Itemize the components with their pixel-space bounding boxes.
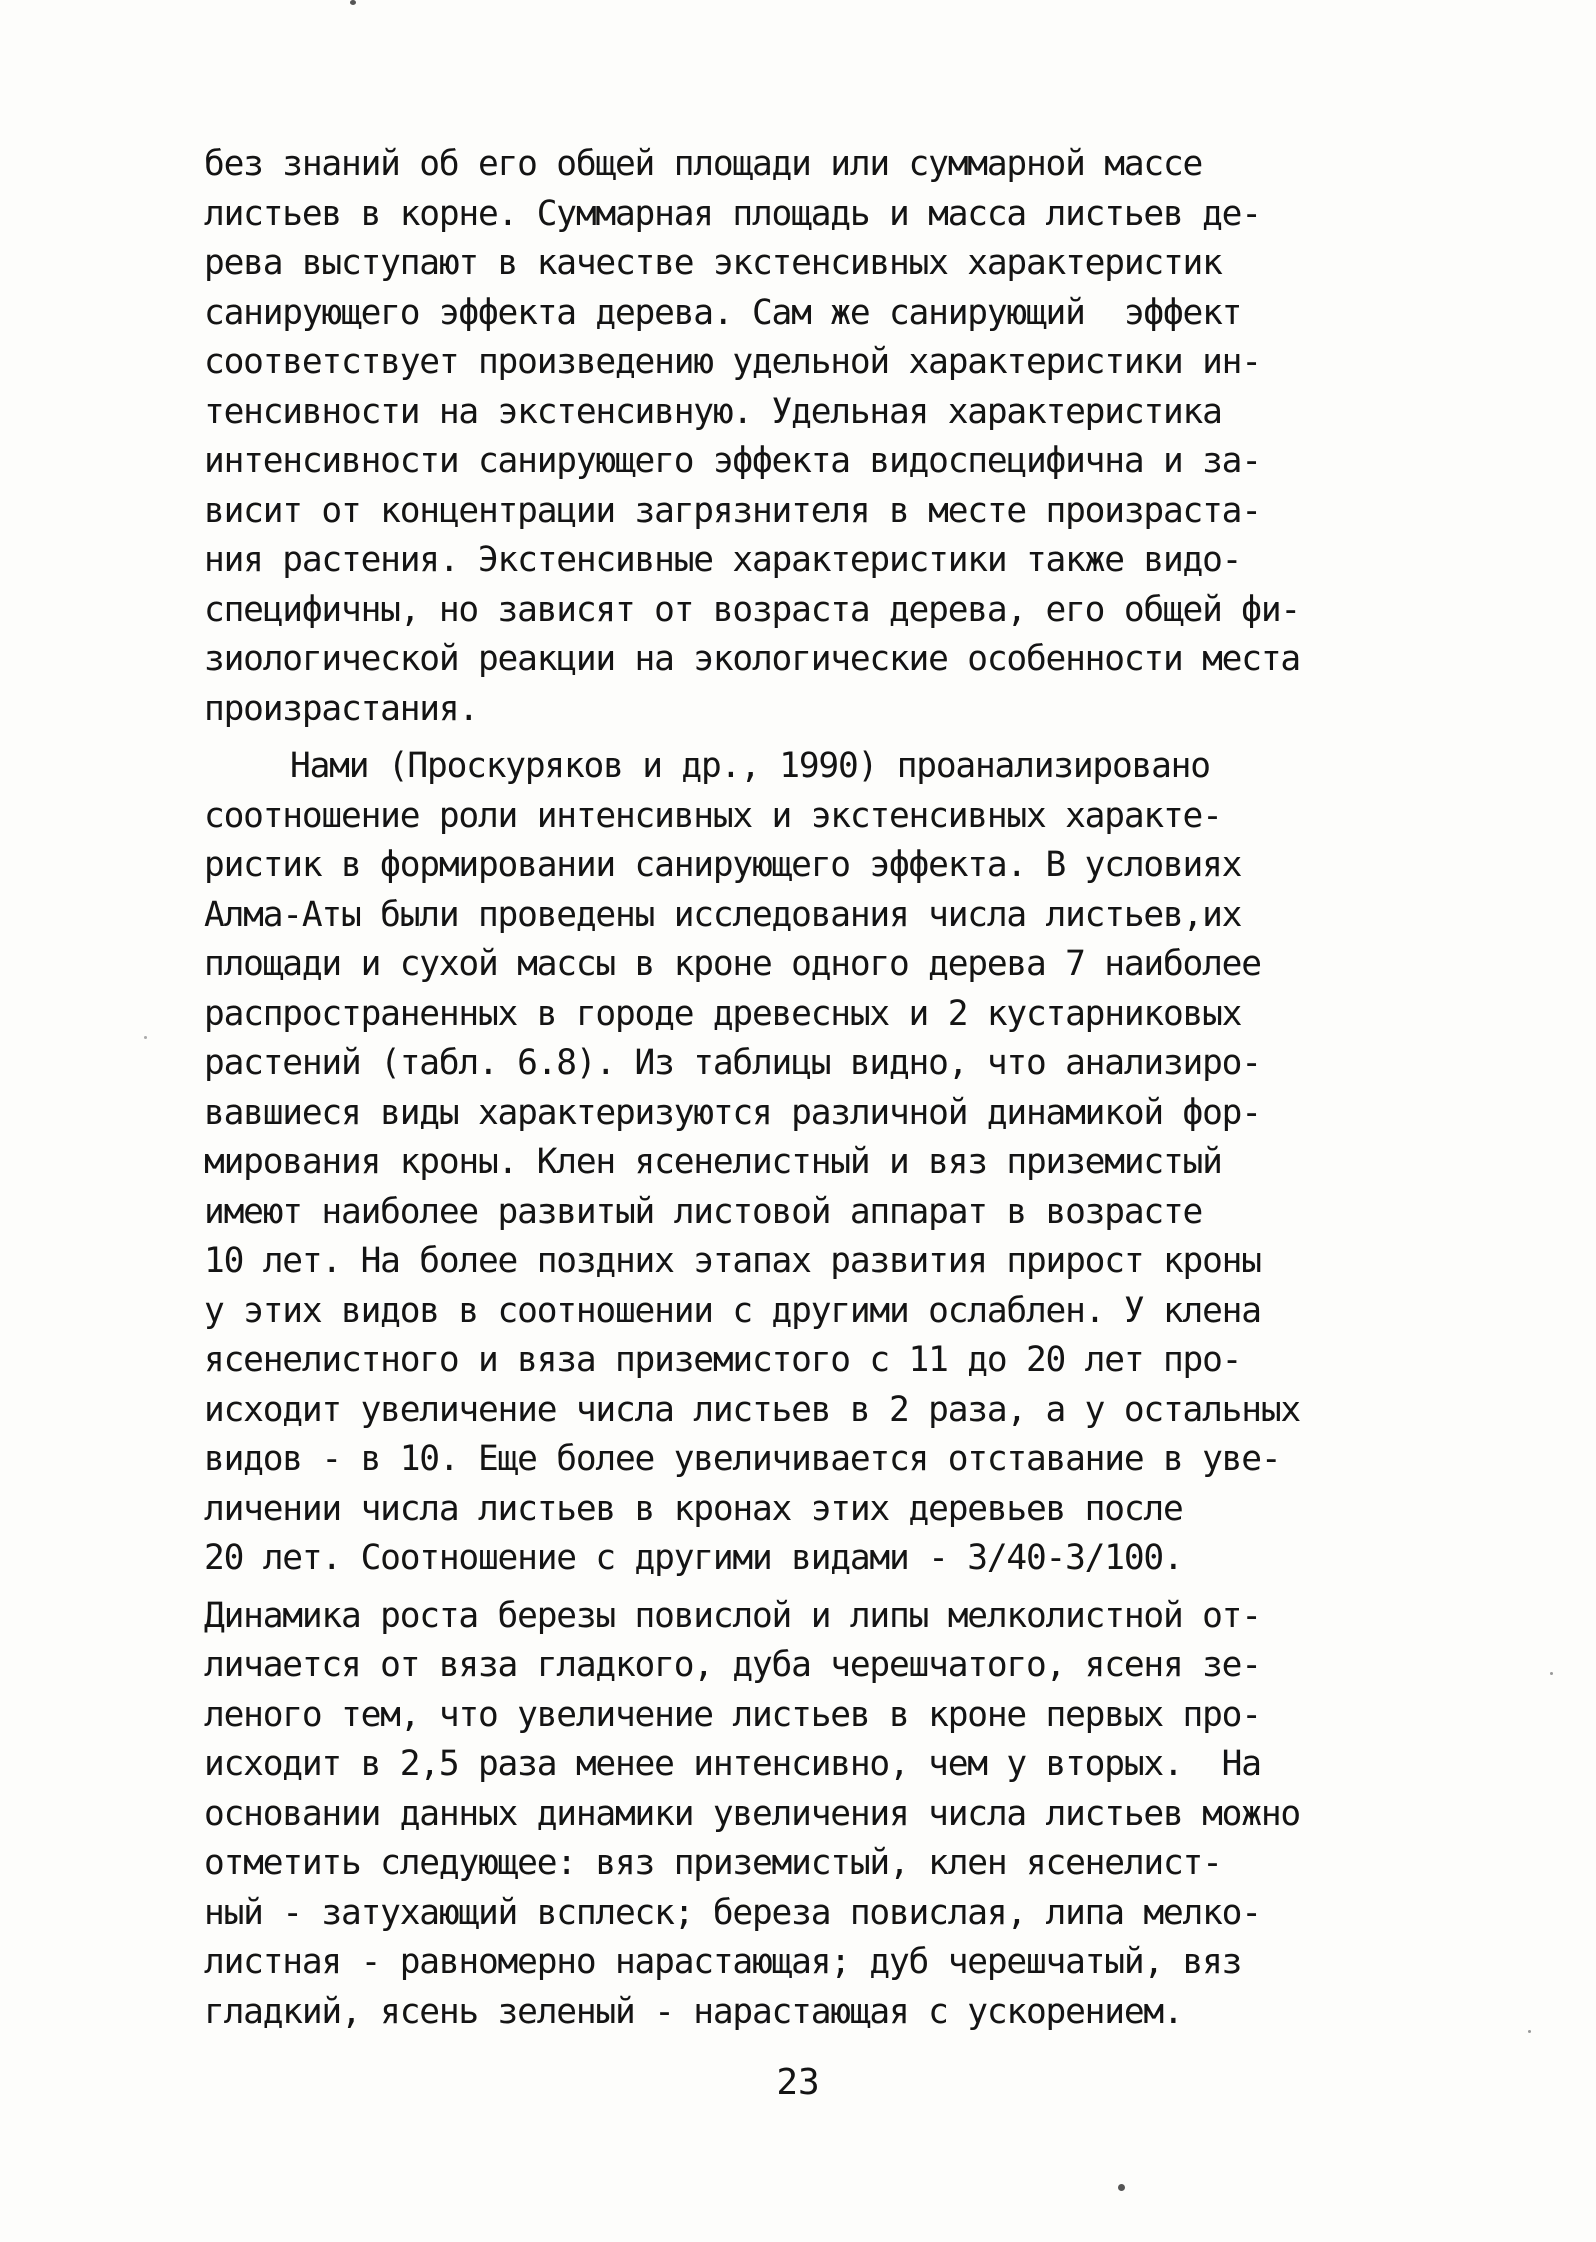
- text-line: личении числа листьев в кронах этих деревьев после: [204, 1488, 1183, 1529]
- text-line: ный - затухающий всплеск; береза повислая, липа мелко-: [204, 1892, 1261, 1933]
- text-line: Нами (Проскуряков и др., 1990) проанализировано: [290, 746, 1210, 786]
- text-line: листная - равномерно нарастающая; дуб черешчатый, вяз: [204, 1942, 1242, 1982]
- text-line: рева выступают в качестве экстенсивных характеристик: [204, 243, 1222, 283]
- text-line: санирующего эффекта дерева. Сам же санирующий эффект: [204, 292, 1242, 333]
- text-line: произрастания.: [204, 688, 478, 729]
- scan-speck: [1550, 1672, 1553, 1675]
- paragraph-3: [204, 1592, 1494, 2038]
- text-line: отметить следующее: вяз приземистый, клен ясенелист-: [204, 1843, 1222, 1883]
- paragraph-1: [204, 140, 1494, 734]
- text-line: соответствует произведению удельной характеристики ин-: [204, 342, 1261, 382]
- text-line: 10 лет. На более поздних этапах развития прирост кроны: [204, 1241, 1261, 1281]
- scan-speck: [1528, 2030, 1531, 2033]
- text-line: растений (табл. 6.8). Из таблицы видно, что анализиро-: [204, 1043, 1261, 1083]
- text-line: вавшиеся виды характеризуются различной динамикой фор-: [204, 1092, 1261, 1133]
- text-line: леного тем, что увеличение листьев в кроне первых про-: [204, 1694, 1261, 1735]
- text-line: исходит в 2,5 раза менее интенсивно, чем у вторых. На: [204, 1744, 1261, 1784]
- text-line: у этих видов в соотношении с другими ослаблен. У клена: [204, 1290, 1261, 1331]
- text-line: основании данных динамики увеличения числа листьев можно: [204, 1793, 1300, 1834]
- text-line: Алма-Аты были проведены исследования числа листьев,их: [204, 894, 1242, 935]
- text-line: висит от концентрации загрязнителя в месте произраста-: [204, 490, 1261, 531]
- page-number: 23: [776, 2062, 820, 2103]
- scan-speck: [144, 1036, 147, 1039]
- paragraph-2: [204, 742, 1494, 1584]
- text-line: специфичны, но зависят от возраста дерева, его общей фи-: [204, 589, 1300, 630]
- text-line: тенсивности на экстенсивную. Удельная характеристика: [204, 391, 1222, 432]
- paragraph-gap: [204, 734, 1494, 742]
- text-line: площади и сухой массы в кроне одного дерева 7 наиболее: [204, 944, 1261, 984]
- scan-speck: [1118, 2184, 1125, 2191]
- text-line: ясенелистного и вяза приземистого с 11 до 20 лет про-: [204, 1340, 1242, 1380]
- text-line: видов - в 10. Еще более увеличивается отставание в уве-: [204, 1439, 1281, 1479]
- text-line: имеют наиболее развитый листовой аппарат в возрасте: [204, 1191, 1203, 1232]
- text-line: интенсивности санирующего эффекта видоспецифична и за-: [204, 441, 1261, 481]
- text-line: гладкий, ясень зеленый - нарастающая с ускорением.: [204, 1991, 1183, 2032]
- paragraph-gap: [204, 1584, 1494, 1592]
- scan-speck: [350, 0, 356, 5]
- text-line: ристик в формировании санирующего эффекта. В условиях: [204, 845, 1242, 885]
- body-text: [204, 140, 1494, 2037]
- text-line: ния растения. Экстенсивные характеристики также видо-: [204, 540, 1242, 580]
- text-line: 20 лет. Соотношение с другими видами - 3/40-3/100.: [204, 1538, 1183, 1578]
- text-line: распространенных в городе древесных и 2 кустарниковых: [204, 993, 1242, 1034]
- text-line: Динамика роста березы повислой и липы мелколистной от-: [204, 1595, 1261, 1636]
- text-line: соотношение роли интенсивных и экстенсивных характе-: [204, 795, 1222, 836]
- text-line: мирования кроны. Клен ясенелистный и вяз приземистый: [204, 1142, 1222, 1182]
- text-line: исходит увеличение числа листьев в 2 раза, а у остальных: [204, 1389, 1300, 1430]
- text-line: зиологической реакции на экологические особенности места: [204, 639, 1300, 679]
- text-line: без знаний об его общей площади или суммарной массе: [204, 144, 1203, 184]
- text-line: листьев в корне. Суммарная площадь и масса листьев де-: [204, 193, 1261, 234]
- text-line: личается от вяза гладкого, дуба черешчатого, ясеня зе-: [204, 1645, 1261, 1685]
